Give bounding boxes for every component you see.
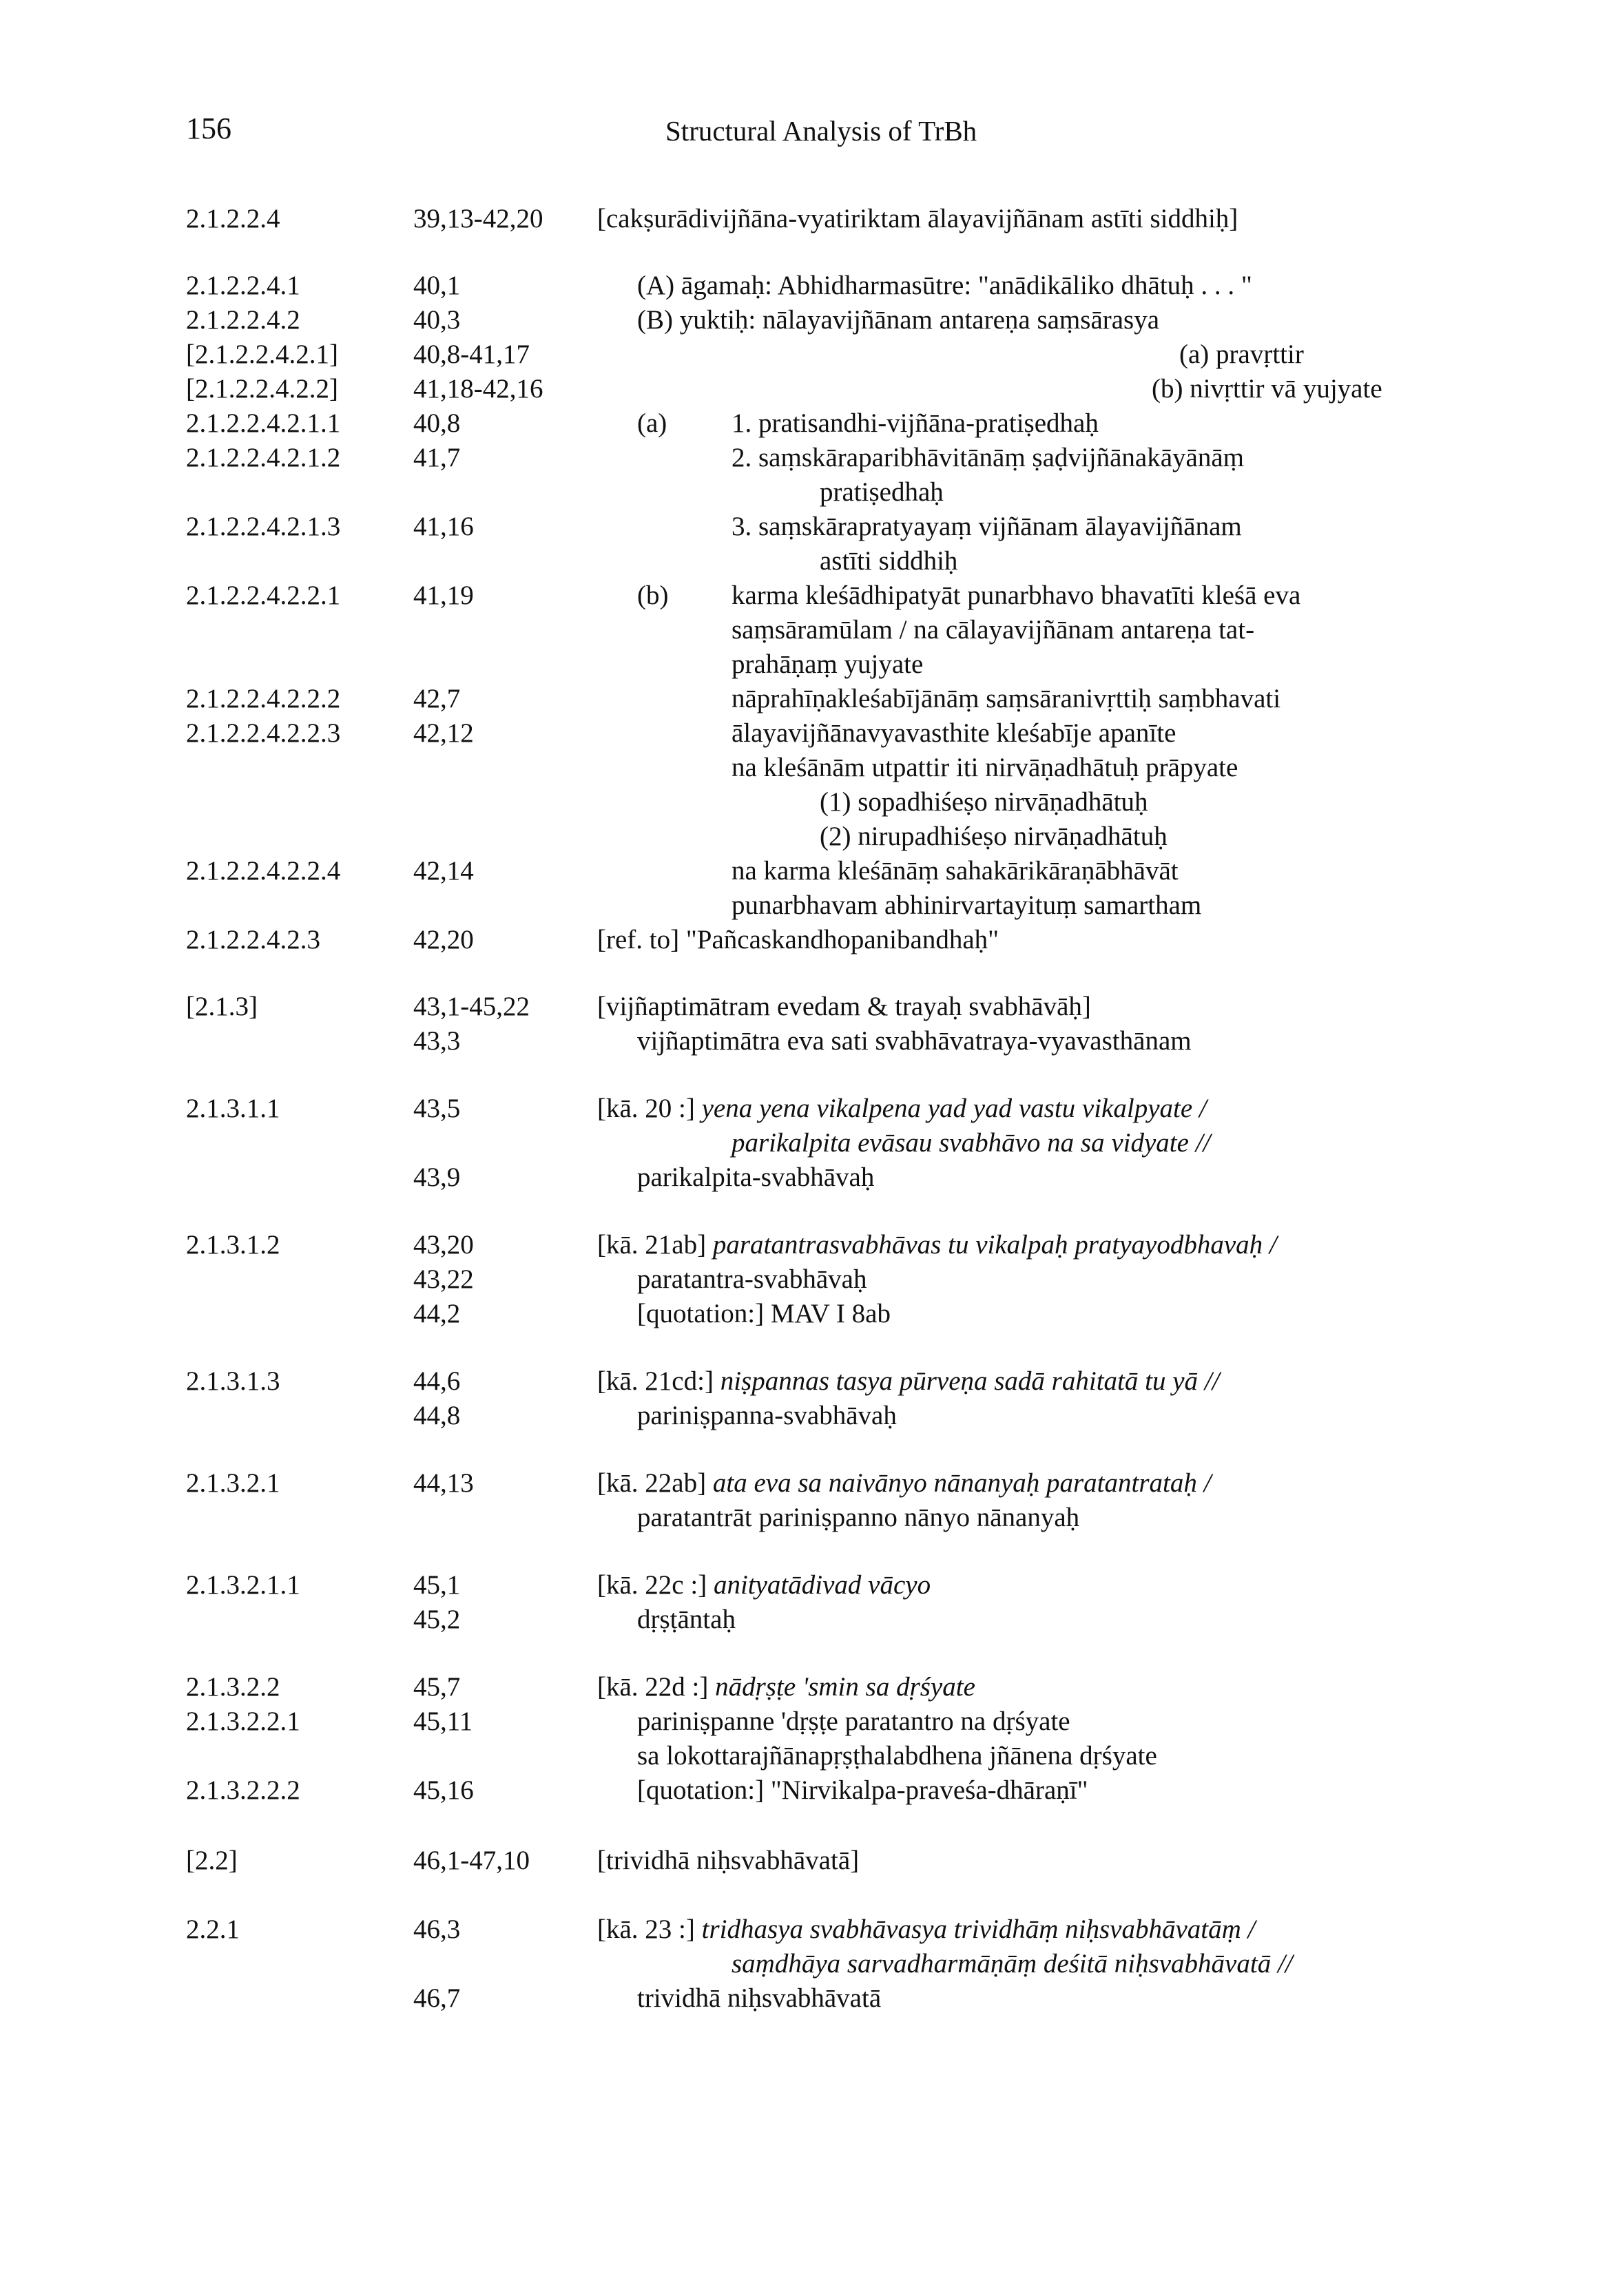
- outline-text: (a) pravṛttir: [1179, 340, 1304, 369]
- section-number: [2.1.3]: [186, 992, 258, 1021]
- section-number: 2.1.3.2.2.2: [186, 1775, 300, 1805]
- page-reference: 41,16: [413, 512, 474, 541]
- page-reference: 40,1: [413, 271, 461, 300]
- outline-text: paratantrāt pariniṣpanno nānyo nānanyaḥ: [637, 1503, 1080, 1532]
- page-reference: 45,2: [413, 1605, 461, 1634]
- karika-line: [597, 1228, 1277, 1262]
- outline-text: sa lokottarajñānapṛṣṭhalabdhena jñānena dṛśyate: [637, 1741, 1157, 1771]
- section-number: [2.1.2.2.4.2.2]: [186, 374, 338, 404]
- karika-verse: paratantrasvabhāvas tu vikalpaḥ pratyayodbhavaḥ /: [712, 1230, 1277, 1260]
- section-number: 2.1.3.1.2: [186, 1230, 280, 1260]
- outline-text: pratiṣedhaḥ: [820, 477, 944, 507]
- karika-label: [kā. 22d :]: [597, 1672, 716, 1702]
- page-reference: 42,14: [413, 856, 474, 886]
- page-reference: 45,1: [413, 1570, 461, 1600]
- outline-text: nāprahīṇakleśabījānāṃ saṃsāranivṛttiḥ saṃbhavati: [732, 684, 1281, 713]
- outline-text: (b) nivṛttir vā yujyate: [1152, 374, 1382, 404]
- section-number: [2.1.2.2.4.2.1]: [186, 340, 338, 369]
- karika-verse: nādṛṣṭe 'smin sa dṛśyate: [715, 1672, 975, 1702]
- outline-text: na kleśānām utpattir iti nirvāṇadhātuḥ prāpyate: [732, 753, 1238, 782]
- karika-verse: anityatādivad vācyo: [713, 1570, 931, 1600]
- page-reference: 41,7: [413, 443, 461, 472]
- outline-text: [ref. to] "Pañcaskandhopanibandhaḥ": [597, 925, 999, 954]
- outline-text: prahāṇaṃ yujyate: [732, 649, 924, 679]
- karika-verse: saṃdhāya sarvadharmāṇāṃ deśitā niḥsvabhāvatā //: [732, 1949, 1293, 1979]
- page-reference: 45,16: [413, 1775, 474, 1805]
- outline-text: (1) sopadhiśeṣo nirvāṇadhātuḥ: [820, 787, 1148, 817]
- karika-line: [597, 1912, 1255, 1946]
- karika-label: [kā. 21ab]: [597, 1230, 713, 1260]
- page-reference: 43,1-45,22: [413, 992, 530, 1021]
- outline-text: [vijñaptimātram evedam & trayaḥ svabhāvāḥ]: [597, 992, 1091, 1021]
- outline-text: [quotation:] MAV I 8ab: [637, 1299, 891, 1328]
- section-number: 2.1.2.2.4.2: [186, 305, 300, 335]
- page-reference: 45,7: [413, 1672, 461, 1702]
- page-reference: 43,9: [413, 1162, 461, 1192]
- running-title: Structural Analysis of TrBh: [665, 115, 977, 147]
- page-reference: 46,3: [413, 1914, 461, 1944]
- page-reference: 43,3: [413, 1026, 461, 1056]
- outline-text: pariniṣpanne 'dṛṣṭe paratantro na dṛśyate: [637, 1707, 1070, 1736]
- karika-label: [kā. 23 :]: [597, 1914, 702, 1944]
- page-reference: 42,12: [413, 718, 474, 748]
- section-number: 2.1.2.2.4.2.2.2: [186, 684, 341, 713]
- outline-text: karma kleśādhipatyāt punarbhavo bhavatīti kleśā eva: [732, 581, 1301, 610]
- karika-label: [kā. 22ab]: [597, 1468, 713, 1498]
- outline-text: 3. saṃskārapratyayaṃ vijñānam ālayavijñānam: [732, 512, 1242, 541]
- outline-text: [cakṣurādivijñāna-vyatiriktam ālayavijñānam astīti siddhiḥ]: [597, 204, 1238, 233]
- karika-label: [kā. 21cd:]: [597, 1366, 720, 1396]
- karika-verse: tridhasya svabhāvasya trividhāṃ niḥsvabhāvatāṃ /: [701, 1914, 1256, 1944]
- outline-text: (2) nirupadhiśeṣo nirvāṇadhātuḥ: [820, 822, 1168, 851]
- outline-text: saṃsāramūlam / na cālayavijñānam antareṇa tat-: [732, 615, 1255, 645]
- page-reference: 42,20: [413, 925, 474, 954]
- karika-line: [597, 1568, 931, 1602]
- page-number: 156: [186, 112, 231, 145]
- page-reference: 44,13: [413, 1468, 474, 1498]
- section-number: 2.1.3.2.1: [186, 1468, 280, 1498]
- page-reference: 40,8-41,17: [413, 340, 530, 369]
- section-number: 2.1.2.2.4: [186, 204, 280, 233]
- page-reference: 40,8: [413, 408, 461, 438]
- page-reference: 42,7: [413, 684, 461, 713]
- section-number: 2.1.2.2.4.2.2.1: [186, 581, 341, 610]
- section-number: 2.1.3.1.3: [186, 1366, 280, 1396]
- page-reference: 41,19: [413, 581, 474, 610]
- outline-text: paratantra-svabhāvaḥ: [637, 1264, 867, 1294]
- outline-text: pariniṣpanna-svabhāvaḥ: [637, 1401, 897, 1430]
- outline-label: (b): [637, 581, 669, 610]
- karika-line: [597, 1670, 975, 1704]
- outline-text: vijñaptimātra eva sati svabhāvatraya-vyavasthānam: [637, 1026, 1192, 1056]
- section-number: 2.1.3.2.1.1: [186, 1570, 300, 1600]
- outline-text: ālayavijñānavyavasthite kleśabīje apanīte: [732, 718, 1176, 748]
- section-number: 2.2.1: [186, 1914, 240, 1944]
- karika-label: [kā. 20 :]: [597, 1094, 702, 1123]
- page-reference: 45,11: [413, 1707, 473, 1736]
- outline-text: 1. pratisandhi-vijñāna-pratiṣedhaḥ: [732, 408, 1099, 438]
- outline-text: [quotation:] "Nirvikalpa-praveśa-dhāraṇī": [637, 1775, 1088, 1805]
- section-number: [2.2]: [186, 1846, 238, 1875]
- section-number: 2.1.2.2.4.2.2.3: [186, 718, 341, 748]
- page-reference: 46,1-47,10: [413, 1846, 530, 1875]
- section-number: 2.1.2.2.4.2.3: [186, 925, 320, 954]
- section-number: 2.1.2.2.4.2.1.1: [186, 408, 341, 438]
- outline-label: (a): [637, 408, 667, 438]
- page-reference: 43,5: [413, 1094, 461, 1123]
- page-reference: 41,18-42,16: [413, 374, 543, 404]
- karika-verse: yena yena vikalpena yad yad vastu vikalpyate /: [701, 1094, 1207, 1123]
- page-reference: 44,6: [413, 1366, 461, 1396]
- karika-line: [597, 1466, 1211, 1500]
- section-number: 2.1.2.2.4.2.2.4: [186, 856, 341, 886]
- page-reference: 46,7: [413, 1983, 461, 2013]
- outline-text: dṛṣṭāntaḥ: [637, 1605, 736, 1634]
- page-reference: 40,3: [413, 305, 461, 335]
- section-number: 2.1.3.1.1: [186, 1094, 280, 1123]
- outline-text: [trividhā niḥsvabhāvatā]: [597, 1846, 860, 1875]
- outline-text: punarbhavam abhinirvartayituṃ samartham: [732, 890, 1202, 920]
- section-number: 2.1.2.2.4.2.1.3: [186, 512, 341, 541]
- outline-text: (B) yuktiḥ: nālayavijñānam antareṇa saṃsārasya: [637, 305, 1160, 335]
- section-number: 2.1.2.2.4.2.1.2: [186, 443, 341, 472]
- page-reference: 44,8: [413, 1401, 461, 1430]
- outline-text: (A) āgamaḥ: Abhidharmasūtre: "anādikāliko dhātuḥ . . . ": [637, 271, 1252, 300]
- karika-verse: parikalpita evāsau svabhāvo na sa vidyate //: [732, 1128, 1211, 1158]
- page-reference: 43,20: [413, 1230, 474, 1260]
- outline-text: trividhā niḥsvabhāvatā: [637, 1983, 882, 2013]
- page-reference: 39,13-42,20: [413, 204, 543, 233]
- section-number: 2.1.2.2.4.1: [186, 271, 300, 300]
- page-reference: 43,22: [413, 1264, 474, 1294]
- karika-line: [597, 1092, 1207, 1125]
- section-number: 2.1.3.2.2.1: [186, 1707, 300, 1736]
- karika-label: [kā. 22c :]: [597, 1570, 714, 1600]
- outline-text: na karma kleśānāṃ sahakārikāraṇābhāvāt: [732, 856, 1179, 886]
- outline-text: parikalpita-svabhāvaḥ: [637, 1162, 875, 1192]
- outline-text: 2. saṃskāraparibhāvitānāṃ ṣaḍvijñānakāyānāṃ: [732, 443, 1244, 472]
- karika-line: [597, 1364, 1219, 1398]
- karika-verse: ata eva sa naivānyo nānanyaḥ paratantrataḥ /: [712, 1468, 1212, 1498]
- karika-verse: niṣpannas tasya pūrveṇa sadā rahitatā tu yā //: [720, 1366, 1220, 1396]
- section-number: 2.1.3.2.2: [186, 1672, 280, 1702]
- page-reference: 44,2: [413, 1299, 461, 1328]
- outline-text: astīti siddhiḥ: [820, 546, 958, 576]
